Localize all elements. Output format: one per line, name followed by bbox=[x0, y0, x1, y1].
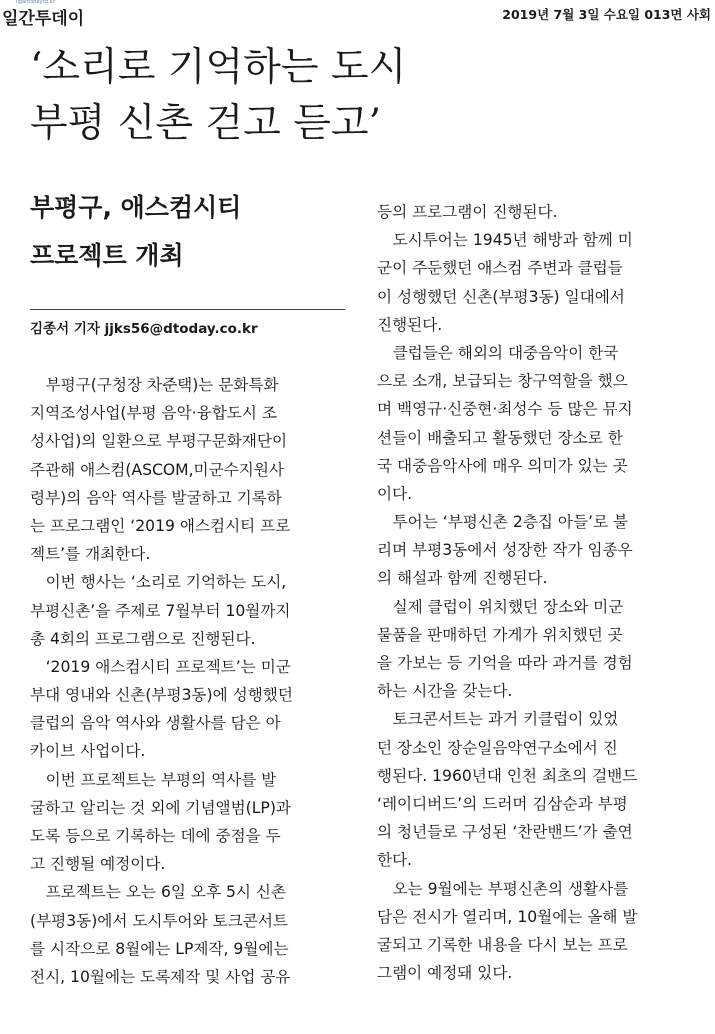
article-text-line: 프로젝트는 오는 6일 오후 5시 신촌 bbox=[30, 883, 287, 902]
article-text-line: ‘레이디버드’의 드러머 김삼순과 부평 bbox=[377, 794, 628, 813]
article-text-line: 부평구(구청장 차준택)는 문화특화 bbox=[30, 376, 279, 394]
article-text-line: 던 장소인 장순일음악연구소에서 진 bbox=[377, 738, 618, 757]
article-text-line: 진행된다. bbox=[377, 315, 443, 334]
subheadline bbox=[30, 184, 360, 280]
article-text-line: 부평신촌’을 주제로 7월부터 10월까지 bbox=[30, 601, 291, 620]
article-text-line: 를 시작으로 8월에는 LP제작, 9월에는 bbox=[30, 939, 289, 958]
article-text-line: 군이 주둔했던 애스컴 주변과 클럽들 bbox=[377, 259, 623, 278]
byline-divider bbox=[30, 309, 345, 310]
article-text-line: 이 성행했던 신촌(부평3동) 일대에서 bbox=[377, 287, 625, 306]
article-text-line: 리며 부평3동에서 성장한 작가 임종우 bbox=[377, 541, 633, 560]
article-text-line: ‘2019 애스컴시티 프로젝트’는 미군 bbox=[30, 657, 291, 676]
article-column-left bbox=[30, 371, 350, 991]
dateline: 2019년 7월 3일 수요일 013면 사회 bbox=[502, 7, 711, 22]
article-text-line: 도록 등으로 기록하는 데에 중점을 두 bbox=[30, 827, 281, 845]
article-text-line: 전시, 10월에는 도록제작 및 사업 공유 bbox=[30, 967, 291, 986]
masthead bbox=[0, 0, 715, 29]
article-text-line: 이다. bbox=[377, 484, 413, 503]
article-text-line: 는 프로그램인 ‘2019 애스컴시티 프로 bbox=[30, 516, 291, 535]
article-text-line: 담은 전시가 열리며, 10월에는 올해 발 bbox=[377, 907, 638, 926]
article-text-line: 투어는 ‘부평신촌 2층집 아들’로 불 bbox=[377, 513, 629, 532]
article-text-line: 국 대중음악사에 매우 의미가 있는 곳 bbox=[377, 456, 628, 475]
subheadline-line: 부평구, 애스컴시티 bbox=[30, 193, 242, 222]
article-text-line: 오는 9월에는 부평신촌의 생활사를 bbox=[377, 879, 629, 898]
article-text-line: 의 청년들로 구성된 ‘찬란밴드’가 출연 bbox=[377, 823, 633, 842]
headline-line: ‘소리로 기억하는 도시 bbox=[30, 45, 407, 90]
article-text-line: 션들이 배출되고 활동했던 장소로 한 bbox=[377, 428, 623, 447]
article-text-line: 한다. bbox=[377, 851, 413, 870]
article-column-right bbox=[377, 198, 697, 987]
article-text-line: 도시투어는 1945년 해방과 함께 미 bbox=[377, 231, 633, 250]
subheadline-line: 프로젝트 개최 bbox=[30, 241, 184, 270]
logo-text: 일간투데이 bbox=[2, 9, 85, 29]
article-text-line: (부평3동)에서 도시투어와 토크콘서트 bbox=[30, 911, 288, 930]
article-text-line: 하는 시간을 갖는다. bbox=[377, 682, 513, 701]
article-text-line: 행된다. 1960년대 인천 최초의 걸밴드 bbox=[377, 766, 638, 785]
article-text-line: 이번 행사는 ‘소리로 기억하는 도시, bbox=[30, 573, 287, 592]
article-text-line: 의 해설과 함께 진행된다. bbox=[377, 569, 548, 588]
article-text-line: 그램이 예정돼 있다. bbox=[377, 964, 513, 983]
article-text-line: 주관해 애스컴(ASCOM,미군수지원사 bbox=[30, 460, 284, 479]
article-text-line: 클럽의 음악 역사와 생활사를 담은 아 bbox=[30, 714, 281, 733]
article-text-line: 지역조성사업(부평 음악·융합도시 조 bbox=[30, 404, 277, 423]
article-text-line: 카이브 사업이다. bbox=[30, 742, 146, 761]
article-text-line: 성사업)의 일환으로 부평구문화재단이 bbox=[30, 432, 288, 451]
article-text-line: 실제 클럽이 위치했던 장소와 미군 bbox=[377, 597, 624, 616]
article-text-line: 이번 프로젝트는 부평의 역사를 발 bbox=[30, 770, 277, 789]
byline: 김종서 기자 jjks56@dtoday.co.kr bbox=[30, 321, 258, 337]
article-text-line: 토크콘서트는 과거 키클럽이 있었 bbox=[377, 710, 619, 729]
article-text-line: 령부)의 음악 역사를 발굴하고 기록하 bbox=[30, 488, 282, 507]
article-text-line: 등의 프로그램이 진행된다. bbox=[377, 203, 558, 221]
article-text-line: 부대 영내와 신촌(부평3동)에 성행했던 bbox=[30, 686, 293, 705]
headline-line: 부평 신촌 걷고 듣고’ bbox=[30, 101, 381, 146]
article-text-line: 굴되고 기록한 내용을 다시 보는 프로 bbox=[377, 935, 628, 954]
article-text-line: 젝트’를 개최한다. bbox=[30, 545, 151, 564]
article-text-line: 며 백영규·신중현·최성수 등 많은 뮤지 bbox=[377, 400, 633, 419]
headline bbox=[30, 40, 690, 152]
article-text-line: 으로 소개, 보급되는 창구역할을 했으 bbox=[377, 372, 628, 391]
article-text-line: 을 가보는 등 기억을 따라 과거를 경험 bbox=[377, 654, 633, 672]
article-text-line: 클럽들은 해외의 대중음악이 한국 bbox=[377, 343, 619, 362]
article-text-line: 고 진행될 예정이다. bbox=[30, 855, 166, 874]
article-text-line: 총 4회의 프로그램으로 진행된다. bbox=[30, 629, 256, 648]
article-text-line: 물품을 판매하던 가게가 위치했던 곳 bbox=[377, 625, 623, 644]
article-text-line: 굴하고 알리는 것 외에 기념앨범(LP)과 bbox=[30, 798, 291, 817]
logo-site-text: Ilgantodayco.kr bbox=[16, 0, 55, 5]
